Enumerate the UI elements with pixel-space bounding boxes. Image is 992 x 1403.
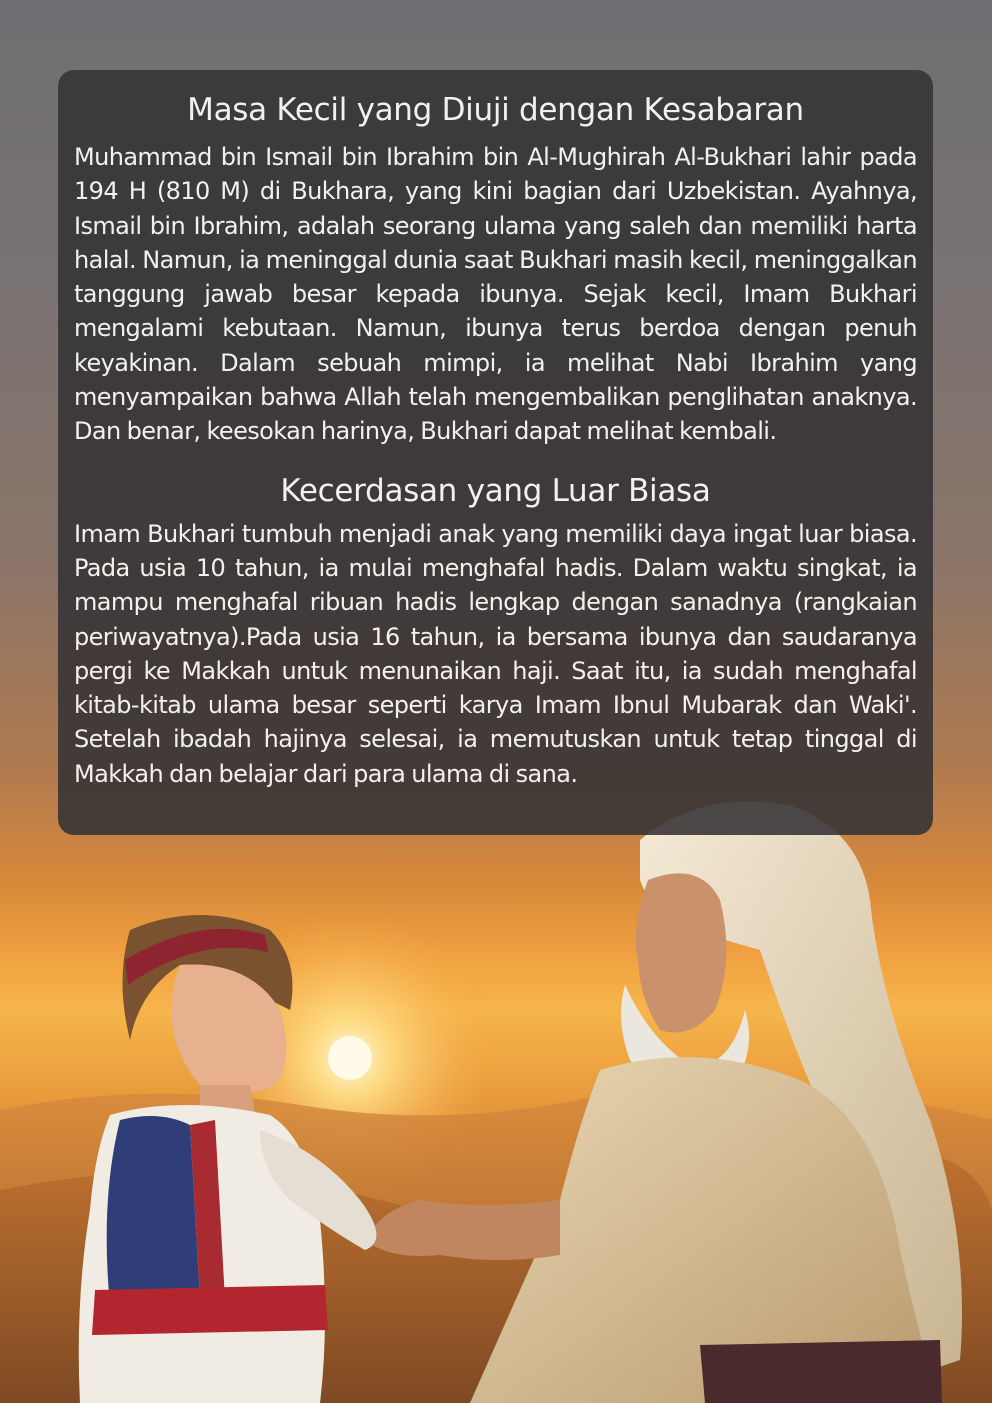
section-body-childhood: Muhammad bin Ismail bin Ibrahim bin Al-Mughirah Al-Bukhari lahir pada 194 H (810 M) di Bukhara, yang kini bagian dari Uzbekistan. Ayahnya, Ismail bin Ibrahim, adalah seorang ulama yang saleh dan memiliki harta halal. Namun, ia meninggal dunia saat Bukhari masih kecil, meninggalkan tanggung jawab besar kepada ibunya. Sejak kecil, Imam Bukhari mengalami kebutaan. Namun, ibunya terus berdoa dengan penuh keyakinan. Dalam sebuah mimpi, ia melihat Nabi Ibrahim yang menyampaikan bahwa Allah telah mengembalikan penglihatan anaknya. Dan benar, keesokan harinya, Bukhari dapat melihat kembali. — [74, 143, 917, 446]
section-title-childhood: Masa Kecil yang Diuji dengan Kesabaran — [187, 92, 804, 128]
section-title-intelligence: Kecerdasan yang Luar Biasa — [280, 472, 711, 509]
text-panel — [58, 70, 933, 835]
elder-face — [636, 873, 727, 1032]
sun — [328, 1036, 372, 1080]
child-vest — [107, 1116, 200, 1305]
elder-sash — [700, 1340, 942, 1403]
child-sash — [92, 1285, 328, 1335]
section-body-intelligence: Imam Bukhari tumbuh menjadi anak yang memiliki daya ingat luar biasa. Pada usia 10 tahun, ia mulai menghafal hadis. Dalam waktu singkat, ia mampu menghafal ribuan hadis lengkap dengan sanadnya (rangkaian periwayatnya).Pada usia 16 tahun, ia bersama ibunya dan saudaranya pergi ke Makkah untuk menunaikan haji. Saat itu, ia sudah menghafal kitab-kitab ulama besar seperti karya Imam Ibnul Mubarak dan Waki'. Setelah ibadah hajinya selesai, ia memutuskan untuk tetap tinggal di Makkah dan belajar dari para ulama di sana. — [74, 519, 917, 788]
